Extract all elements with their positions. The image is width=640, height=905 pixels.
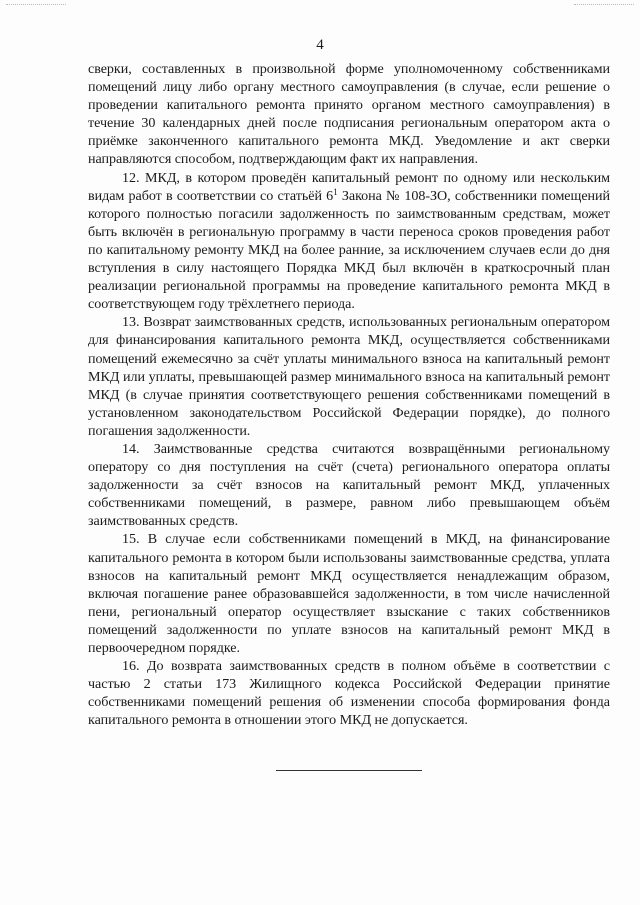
article-superscript: 1 [333, 186, 338, 197]
paragraph-15: 15. В случае если собственниками помещений в МКД, на финансирование капитального ремонта в котором были использованы заимствованные средства, уплата взносов на капитальный ремонт МКД осуществляется ненадлежащим образом, включая погашение ранее образовавшейся задолженности, в том числе начисленной пени, региональный оператор осуществляет взыскание с таких собственников помещений задолженности по уплате взносов на капитальный ремонт МКД в первоочередном порядке. [88, 531, 610, 656]
paragraph-14: 14. Заимствованные средства считаются возвращёнными региональному оператору со дня поступления на счёт (счета) регионального оператора оплаты задолженности за счёт взносов на капитальный ремонт МКД, уплаченных собственниками помещений, в размере, равном либо превышающем объём заимствованных средств. [88, 440, 610, 530]
page-number: 4 [316, 37, 324, 53]
paragraph-16: 16. До возврата заимствованных средств в полном объёме в соответствии с частью 2 статьи 173 Жилищного кодекса Российской Федерации принятие собственниками помещений решения об изменении способа формирования фонда капитального ремонта в отношении этого МКД не допускается. [88, 658, 610, 729]
document-body [88, 60, 610, 729]
paragraph-12 [88, 169, 610, 314]
document-end-rule [276, 770, 422, 771]
paragraph-12-text-end: Закона № 108-ЗО, собственники помещений которого полностью погасили задолженность по заимствованным средствам, может быть включён в региональную программу в части переноса сроков проведения работ по капитальному ремонту МКД на более ранние, за исключением случаев если до дня вступления в силу настоящего Порядка МКД был включён в краткосрочный план реализации региональной программы на проведение капитального ремонта МКД в соответствующем году трёхлетнего периода. [88, 187, 611, 313]
scan-edge-mark-left [6, 4, 66, 5]
paragraph-continuation: сверки, составленных в произвольной форме уполномоченному собственниками помещений лицу либо органу местного самоуправления (в случае, если решение о проведении капитального ремонта принято органом местного самоуправления) в течение 30 календарных дней после подписания региональным оператором акта о приёмке законченного капитального ремонта МКД. Уведомление и акт сверки направляются способом, подтверждающим факт их направления. [88, 61, 610, 168]
scan-edge-mark-right [574, 4, 634, 5]
paragraph-13: 13. Возврат заимствованных средств, использованных региональным оператором для финансирования капитального ремонта МКД, осуществляется собственниками помещений ежемесячно за счёт уплаты минимального взноса на капитальный ремонт МКД или уплаты, превышающей размер минимального взноса на капитальный ремонт МКД (в случае принятия соответствующего решения собственниками помещений в установленном законодательством Российской Федерации порядке), до полного погашения задолженности. [88, 314, 610, 439]
paragraph-12-text-start: 12. МКД, в котором проведён капитальный ремонт по одному или нескольким видам работ в соответствии со статьёй 6 [88, 169, 610, 204]
